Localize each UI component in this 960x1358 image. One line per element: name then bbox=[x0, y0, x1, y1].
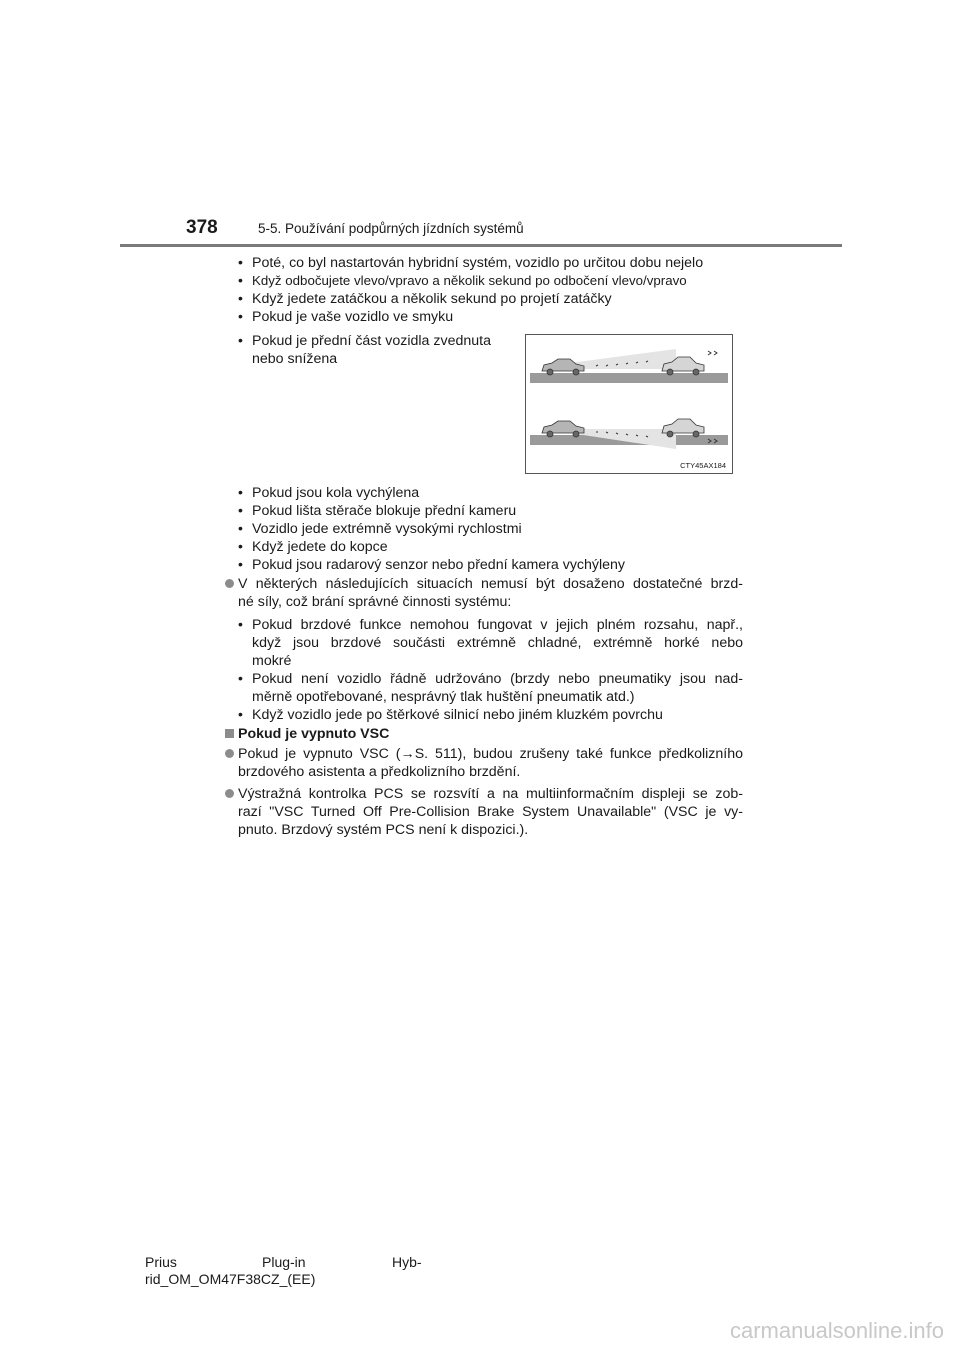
bullet-item: Když vozidlo jede po štěrkové silnicí nebo jiném kluzkém povrchu bbox=[252, 707, 663, 723]
bullet-item-continued: měrně opotřebované, nesprávný tlak huštění pneumatik atd.) bbox=[252, 689, 635, 705]
bullet-item: Když jedete zatáčkou a několik sekund po projetí zatáčky bbox=[252, 291, 612, 307]
footer-doc-code: rid_OM_OM47F38CZ_(EE) bbox=[145, 1271, 316, 1287]
vsc-paragraph: Pokud je vypnuto VSC (→S. 511), budou zrušeny také funkce předkolizního bbox=[238, 746, 743, 762]
bullet-item: Pokud brzdové funkce nemohou fungovat v jejich plném rozsahu, např., bbox=[252, 617, 743, 633]
square-bullet-icon bbox=[225, 729, 234, 738]
footer-model-b: Plug-in bbox=[262, 1254, 306, 1270]
bullet-item: Vozidlo jede extrémně vysokými rychlostmi bbox=[252, 521, 522, 537]
bullet-item: Když jedete do kopce bbox=[252, 539, 388, 555]
bullet-item: Pokud je přední část vozidla zvednuta bbox=[252, 333, 491, 349]
warning-paragraph-continued: razí "VSC Turned Off Pre-Collision Brake System Unavailable" (VSC je vy- bbox=[238, 804, 743, 820]
circle-bullet-icon bbox=[225, 579, 234, 588]
bullet-item: Pokud jsou kola vychýlena bbox=[252, 485, 420, 501]
bullet-dot-icon: • bbox=[238, 254, 243, 270]
bullet-dot-icon: • bbox=[238, 556, 243, 572]
section-heading: Pokud je vypnuto VSC bbox=[238, 726, 390, 742]
bullet-dot-icon: • bbox=[238, 332, 243, 348]
bullet-dot-icon: • bbox=[238, 502, 243, 518]
bullet-dot-icon: • bbox=[238, 484, 243, 500]
bullet-dot-icon: • bbox=[238, 272, 243, 288]
bullet-item: Když odbočujete vlevo/vpravo a několik sekund po odbočení vlevo/vpravo bbox=[252, 273, 687, 288]
vsc-paragraph-continued: brzdového asistenta a předkolizního brzdění. bbox=[238, 764, 521, 780]
bullet-dot-icon: • bbox=[238, 538, 243, 554]
car-tilt-illustration-icon bbox=[526, 335, 732, 473]
footer-model-a: Prius bbox=[145, 1254, 177, 1270]
bullet-dot-icon: • bbox=[238, 308, 243, 324]
figure-code: CTY45AX184 bbox=[680, 461, 726, 470]
circle-bullet-icon bbox=[225, 749, 234, 758]
header-divider bbox=[120, 244, 842, 247]
bullet-item-continued: když jsou brzdové součásti extrémně chladné, extrémně horké nebo bbox=[252, 635, 743, 651]
warning-paragraph-continued: pnuto. Brzdový systém PCS není k dispozici.). bbox=[238, 822, 529, 838]
bullet-item: Pokud jsou radarový senzor nebo přední kamera vychýleny bbox=[252, 557, 626, 573]
bullet-item: Pokud lišta stěrače blokuje přední kameru bbox=[252, 503, 517, 519]
bullet-item: Poté, co byl nastartován hybridní systém, vozidlo po určitou dobu nejelo bbox=[252, 255, 704, 271]
bullet-dot-icon: • bbox=[238, 520, 243, 536]
car-tilt-figure bbox=[525, 334, 733, 474]
bullet-dot-icon: • bbox=[238, 670, 243, 686]
braking-note-continued: né síly, což brání správné činnosti systému: bbox=[238, 594, 512, 610]
bullet-dot-icon: • bbox=[238, 706, 243, 722]
page-number: 378 bbox=[186, 217, 218, 238]
bullet-item: Pokud je vaše vozidlo ve smyku bbox=[252, 309, 454, 325]
bullet-dot-icon: • bbox=[238, 290, 243, 306]
footer-model-c: Hyb- bbox=[392, 1254, 422, 1270]
bullet-dot-icon: • bbox=[238, 616, 243, 632]
bullet-item: Pokud není vozidlo řádně udržováno (brzdy nebo pneumatiky jsou nad- bbox=[252, 671, 743, 687]
bullet-item-continued: mokré bbox=[252, 653, 292, 669]
bullet-item-continued: nebo snížena bbox=[252, 351, 338, 367]
watermark: carmanualsonline.info bbox=[729, 1318, 944, 1343]
braking-note: V některých následujících situacích nemusí být dosaženo dostatečné brzd- bbox=[238, 576, 743, 592]
circle-bullet-icon bbox=[225, 789, 234, 798]
section-title: 5-5. Používání podpůrných jízdních systémů bbox=[258, 221, 524, 236]
warning-paragraph: Výstražná kontrolka PCS se rozsvítí a na multiinformačním displeji se zob- bbox=[238, 786, 743, 802]
